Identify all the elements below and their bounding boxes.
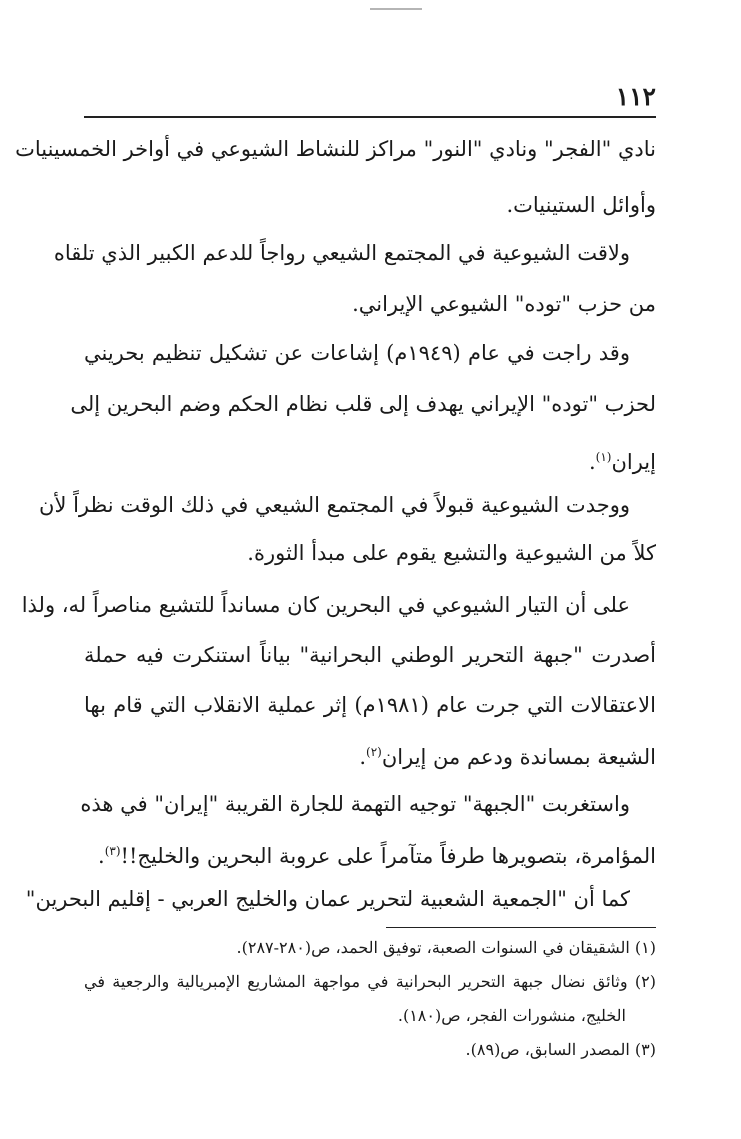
footnote-ref: (١) <box>595 450 612 464</box>
paragraph-line: على أن التيار الشيوعي في البحرين كان مسانداً للتشيع مناصراً له، ولذا <box>21 593 630 617</box>
footnote-separator <box>386 927 656 928</box>
paragraph-line: كما أن "الجمعية الشعبية لتحرير عمان والخليج العربي - إقليم البحرين" <box>25 887 630 911</box>
paragraph-line: وأوائل الستينيات. <box>506 193 656 217</box>
paragraph-line <box>84 735 656 769</box>
footnote-ref: (٢) <box>366 745 382 759</box>
paragraph-line: ولاقت الشيوعية في المجتمع الشيعي رواجاً للدعم الكبير الذي تلقاه <box>53 241 630 265</box>
line-text: إيران <box>611 450 656 474</box>
paragraph-line: من حزب "توده" الشيوعي الإيراني. <box>352 292 656 316</box>
paragraph-line: وقد راجت في عام (١٩٤٩م) إشاعات عن تشكيل تنظيم بحريني <box>84 341 630 365</box>
footnote-line: (٢) وثائق نضال جبهة التحرير البحرانية في مواجهة المشاريع الإمبريالية والرجعية في <box>84 972 656 991</box>
page-header <box>84 80 656 118</box>
footnote-line: الخليج، منشورات الفجر، ص(١٨٠). <box>397 1006 626 1025</box>
paragraph-line: أصدرت "جبهة التحرير الوطني البحرانية" بياناً استنكرت فيه حملة <box>84 643 656 667</box>
paragraph-line: لحزب "توده" الإيراني يهدف إلى قلب نظام الحكم وضم البحرين إلى <box>70 392 656 416</box>
paragraph-line <box>84 440 656 474</box>
line-tail: . <box>359 745 367 769</box>
paragraph-line: واستغربت "الجبهة" توجيه التهمة للجارة القريبة "إيران" في هذه <box>80 792 630 816</box>
paragraph-line: كلاً من الشيوعية والتشيع يقوم على مبدأ الثورة. <box>247 541 656 565</box>
footnote-line: (١) الشقيقان في السنوات الصعبة، توفيق الحمد، ص(٢٨٠-٢٨٧). <box>236 938 656 957</box>
footnote-ref: (٣) <box>104 844 121 858</box>
line-tail: . <box>588 450 596 474</box>
line-tail: . <box>98 844 105 868</box>
paragraph-line: نادي "الفجر" ونادي "النور" مراكز للنشاط الشيوعي في أواخر الخمسينيات <box>15 137 656 161</box>
page-number: ١١٢ <box>615 82 656 111</box>
paragraph-line <box>84 834 656 868</box>
footnote-line: (٣) المصدر السابق، ص(٨٩). <box>465 1040 656 1059</box>
line-text: الشيعة بمساندة ودعم من إيران <box>381 745 656 769</box>
paragraph-line: الاعتقالات التي جرت عام (١٩٨١م) إثر عملية الانقلاب التي قام بها <box>84 693 656 717</box>
paragraph-line: ووجدت الشيوعية قبولاً في المجتمع الشيعي في ذلك الوقت نظراً لأن <box>39 493 630 517</box>
line-text: المؤامرة، بتصويرها طرفاً متآمراً على عروبة البحرين والخليج!! <box>120 844 656 868</box>
top-edge-mark <box>370 8 422 10</box>
